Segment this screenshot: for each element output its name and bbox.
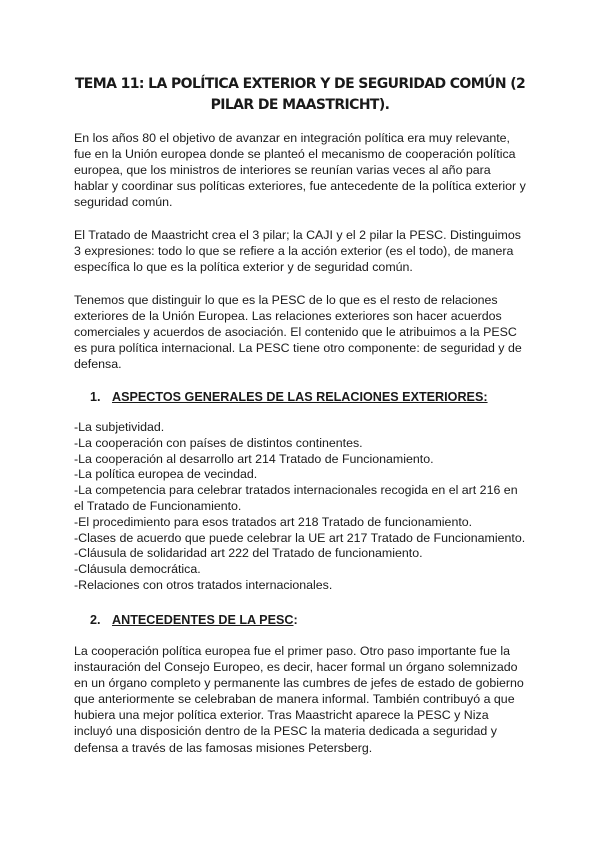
list-item: -El procedimiento para esos tratados art 218 Tratado de funcionamiento.	[74, 514, 473, 529]
list-item: -Cláusula de solidaridad art 222 del Tratado de funcionamiento.	[74, 546, 423, 561]
section-title: ANTECEDENTES DE LA PESC	[112, 613, 294, 627]
paragraph-intro: En los años 80 el objetivo de avanzar en integración política era muy relevante, fue en la Unión europea donde se planteó el mecanismo de cooperación política europea, que los ministros de interiores se reunían varias veces al año para hablar y coordinar sus políticas exteriores, fue antecedente de la política exterior y seguridad común.	[74, 131, 526, 210]
list-item: -La política europea de vecindad.	[74, 467, 258, 482]
list-item: -La subjetividad.	[74, 420, 165, 434]
list-item: -La competencia para celebrar tratados internacionales recogida en el art 216 en el Tratado de Funcionamiento.	[74, 483, 518, 513]
list-item: -La cooperación al desarrollo art 214 Tratado de Funcionamiento.	[74, 451, 434, 466]
section-title-suffix: :	[293, 613, 298, 627]
section-number: 1.	[90, 390, 101, 404]
list-item: -Cláusula democrática.	[74, 562, 201, 577]
paragraph-maastricht: El Tratado de Maastricht crea el 3 pilar; la CAJI y el 2 pilar la PESC. Distinguimos 3 expresiones: todo lo que se refiere a la acción exterior (es el todo), de manera específica lo que es la política exterior y de seguridad común.	[74, 228, 521, 275]
paragraph-antecedentes: La cooperación política europea fue el primer paso. Otro paso importante fue la instauración del Consejo Europeo, es decir, hacer formal un órgano solemnizado en un órgano completo y permanente las cumbres de jefes de estado de gobierno que anteriormente se celebraban de manera informal. También contribuyó a que hubiera una mejor política exterior. Tras Maastricht aparece la PESC y Niza incluyó una disposición dentro de la PESC la materia dedicada a seguridad y defensa a través de las famosas misiones Petersberg.	[74, 644, 524, 755]
list-item: -Clases de acuerdo que puede celebrar la UE art 217 Tratado de Funcionamiento.	[74, 530, 526, 545]
section-heading-1	[90, 389, 488, 405]
document-title: TEMA 11: LA POLÍTICA EXTERIOR Y DE SEGURIDAD COMÚN (2 PILAR DE MAASTRICHT).	[74, 76, 526, 113]
aspects-list	[74, 420, 526, 594]
list-item: -La cooperación con países de distintos continentes.	[74, 435, 363, 450]
list-item: -Relaciones con otros tratados internacionales.	[74, 577, 333, 592]
section-title: ASPECTOS GENERALES DE LAS RELACIONES EXTERIORES:	[112, 390, 488, 404]
paragraph-pesc: Tenemos que distinguir lo que es la PESC de lo que es el resto de relaciones exteriores de la Unión Europea. Las relaciones exteriores son hacer acuerdos comerciales y acuerdos de asociación. El contenido que le atribuimos a la PESC es pura política internacional. La PESC tiene otro componente: de seguridad y de defensa.	[74, 293, 522, 372]
section-number: 2.	[90, 613, 101, 627]
section-heading-2	[90, 612, 298, 628]
